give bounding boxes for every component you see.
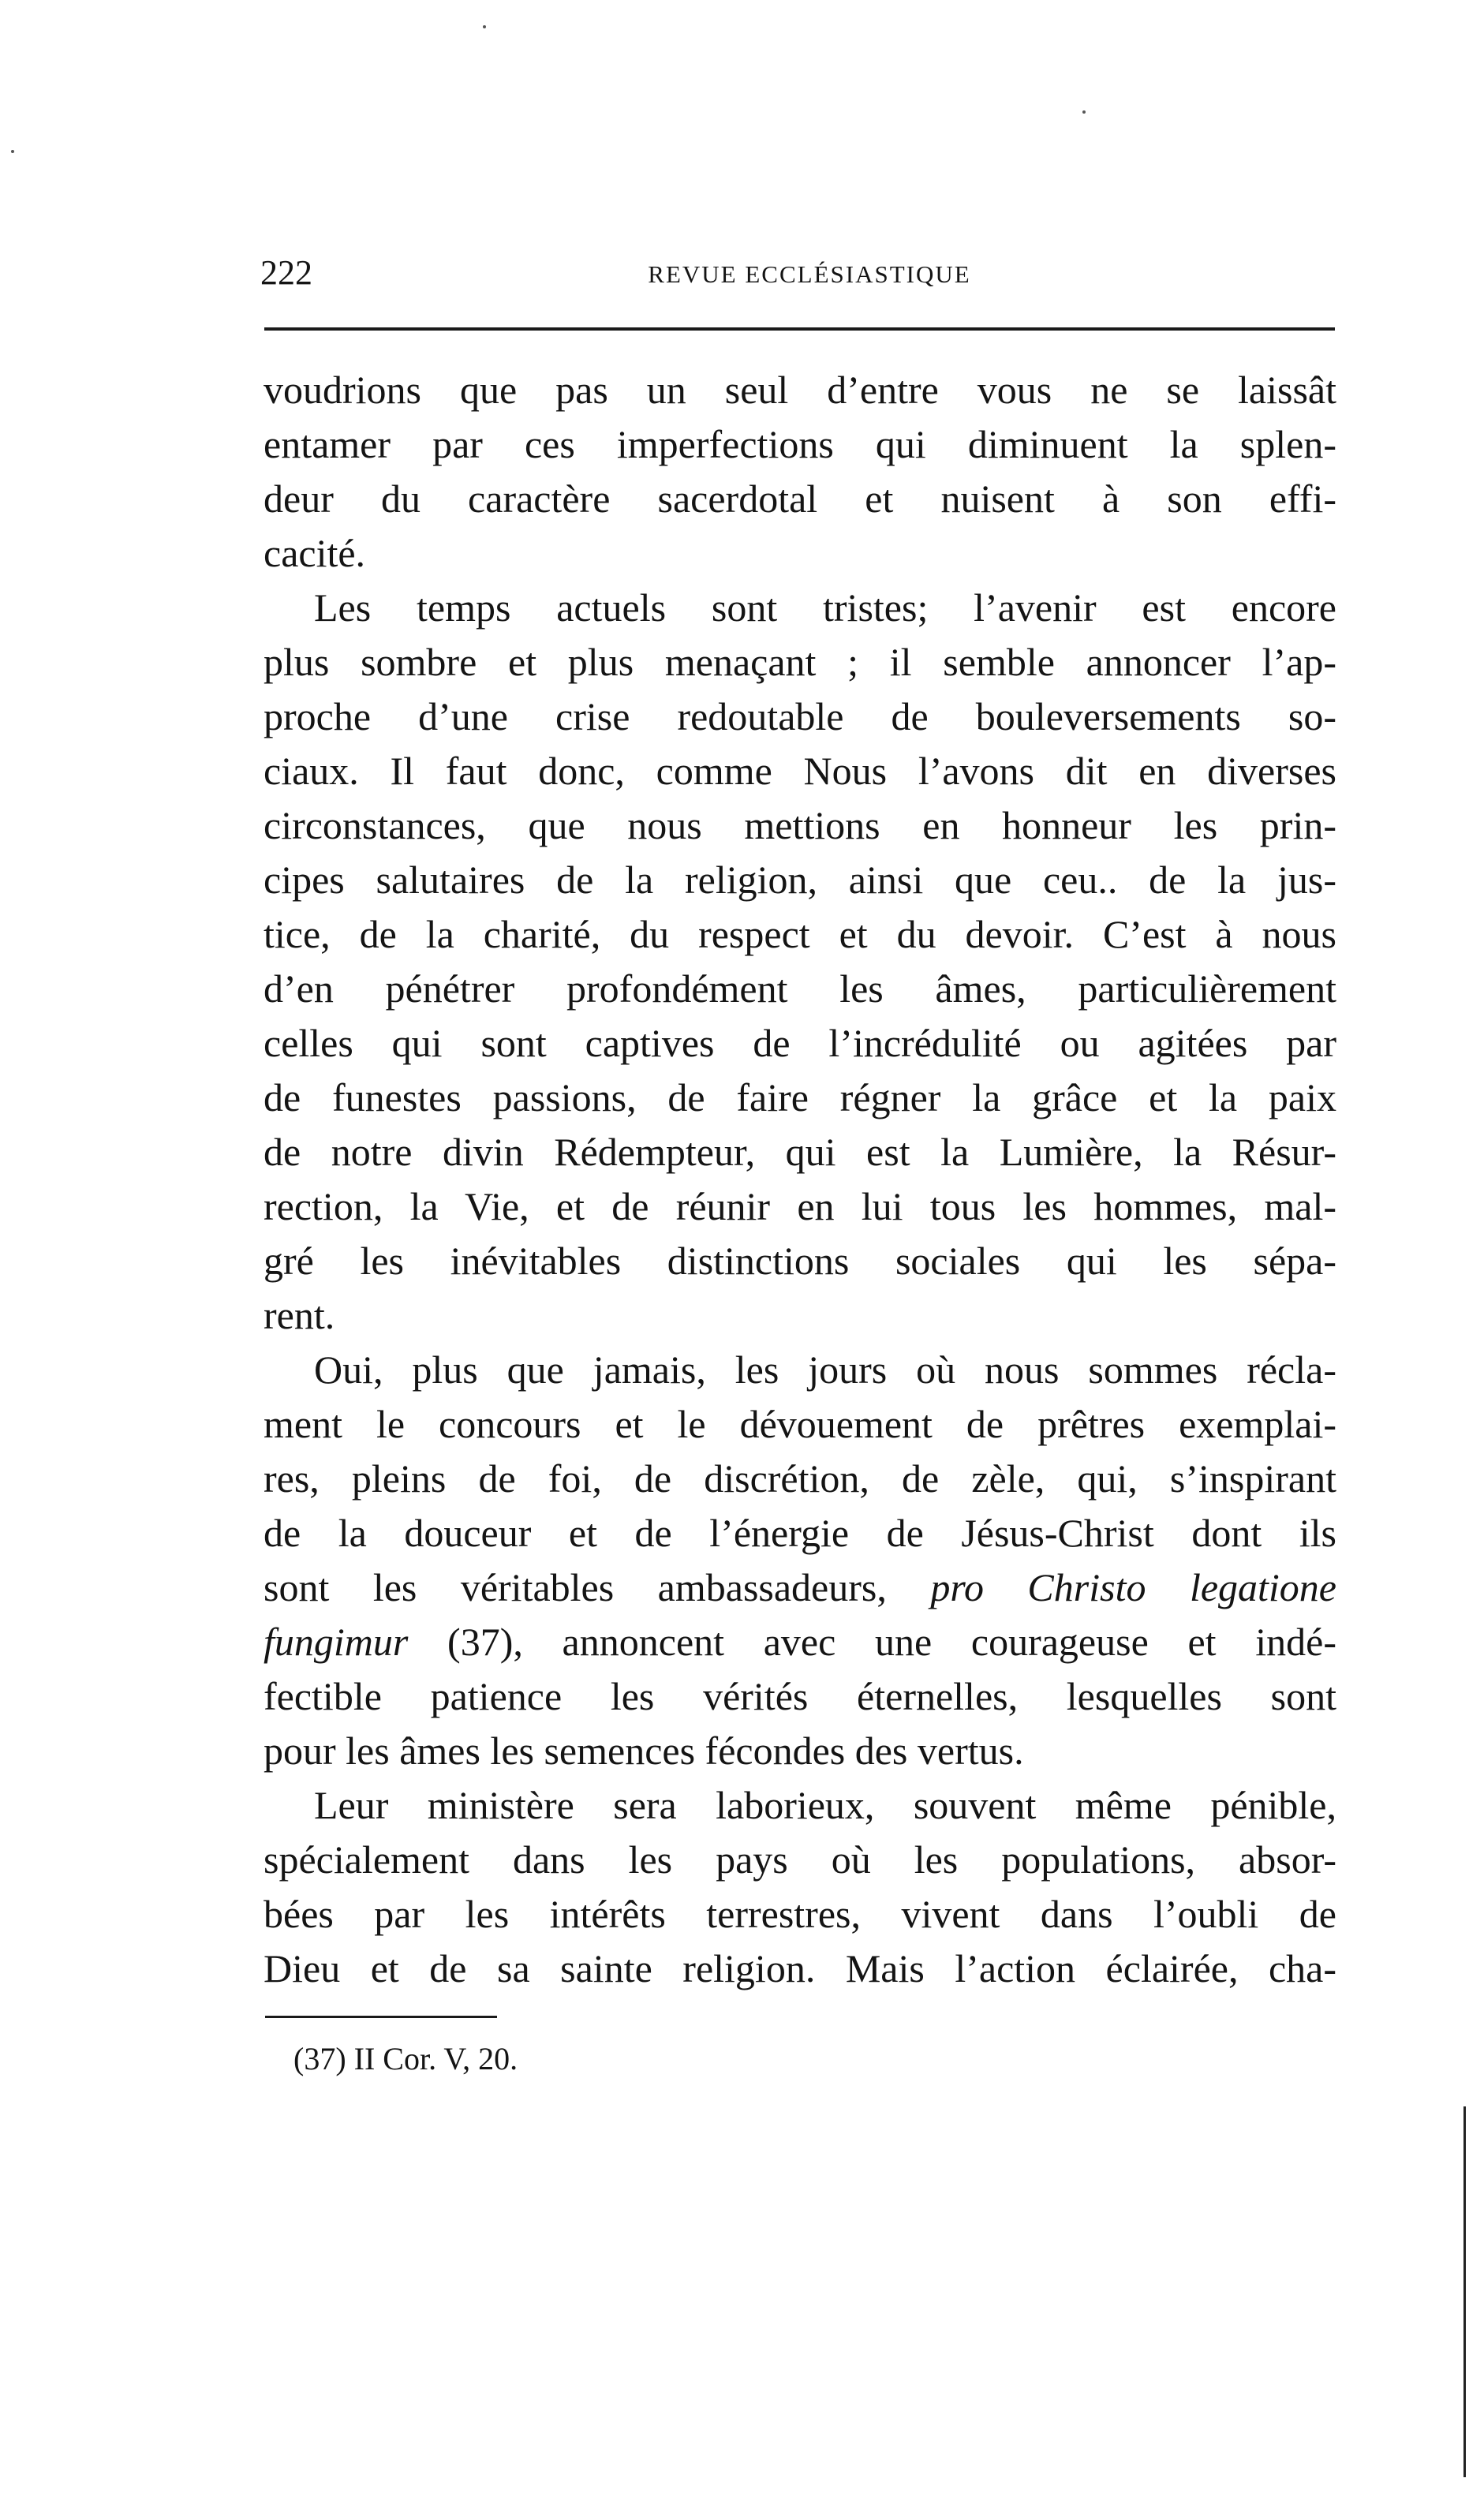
scan-edge-line: [1463, 2106, 1466, 2477]
text-line: rent.: [264, 1293, 335, 1337]
text-line: sont les véritables ambassadeurs, pro Christo legatione: [264, 1565, 1337, 1609]
text-line: fungimur (37), annoncent avec une courageuse et indé-: [264, 1620, 1336, 1664]
scan-speck: [1082, 110, 1086, 114]
text-line: circonstances, que nous mettions en honneur les prin-: [264, 803, 1336, 847]
text-line: d’en pénétrer profondément les âmes, particulièrement: [264, 966, 1336, 1011]
header-rule: [264, 327, 1335, 331]
text-line: ciaux. Il faut donc, comme Nous l’avons dit en diverses: [264, 749, 1336, 793]
text-line: fectible patience les vérités éternelles, lesquelles sont: [264, 1674, 1336, 1718]
text-line: spécialement dans les pays où les populations, absor-: [264, 1837, 1336, 1882]
text-line: Leur ministère sera laborieux, souvent même pénible,: [314, 1783, 1336, 1827]
page-number: 222: [260, 253, 312, 292]
text-line: voudrions que pas un seul d’entre vous ne se laissât: [264, 368, 1336, 412]
text-line: bées par les intérêts terrestres, vivent dans l’oubli de: [264, 1892, 1336, 1936]
text-line: tice, de la charité, du respect et du devoir. C’est à nous: [264, 912, 1336, 956]
text-line: pour les âmes les semences fécondes des vertus.: [264, 1729, 1024, 1773]
text-line: de funestes passions, de faire régner la grâce et la paix: [264, 1075, 1336, 1119]
footnote-rule: [265, 2016, 497, 2018]
text-line: deur du caractère sacerdotal et nuisent à son effi-: [264, 477, 1336, 521]
scan-speck: [483, 25, 486, 28]
body-text: [264, 363, 1336, 1996]
text-line: de notre divin Rédempteur, qui est la Lumière, la Résur-: [264, 1130, 1336, 1174]
text-line: entamer par ces imperfections qui diminuent la splen-: [264, 422, 1336, 466]
text-line: cacité.: [264, 531, 366, 575]
text-line: de la douceur et de l’énergie de Jésus-Christ dont ils: [264, 1511, 1336, 1555]
text-line: celles qui sont captives de l’incrédulité ou agitées par: [264, 1021, 1336, 1065]
text-line: res, pleins de foi, de discrétion, de zèle, qui, s’inspirant: [264, 1456, 1336, 1501]
scan-speck: [11, 150, 14, 153]
text-line: plus sombre et plus menaçant ; il semble annoncer l’ap-: [264, 640, 1336, 684]
text-line: Dieu et de sa sainte religion. Mais l’action éclairée, cha-: [264, 1946, 1336, 1990]
text-line: gré les inévitables distinctions sociales qui les sépa-: [264, 1239, 1336, 1283]
journal-title: REVUE ECCLÉSIASTIQUE: [648, 260, 971, 288]
text-line: rection, la Vie, et de réunir en lui tous les hommes, mal-: [264, 1184, 1336, 1228]
text-line: cipes salutaires de la religion, ainsi que ceu.. de la jus-: [264, 858, 1336, 902]
text-line: proche d’une crise redoutable de bouleversements so-: [264, 694, 1336, 738]
italic-latin: fungimur: [264, 1620, 409, 1664]
running-head: [260, 251, 1335, 295]
italic-latin: pro Christo legatione: [930, 1565, 1337, 1609]
text-line: Les temps actuels sont tristes; l’avenir est encore: [314, 585, 1336, 630]
footnote: (37) II Cor. V, 20.: [293, 2041, 518, 2076]
text-line: ment le concours et le dévouement de prêtres exemplai-: [264, 1402, 1336, 1446]
text-line: Oui, plus que jamais, les jours où nous sommes récla-: [314, 1347, 1336, 1392]
